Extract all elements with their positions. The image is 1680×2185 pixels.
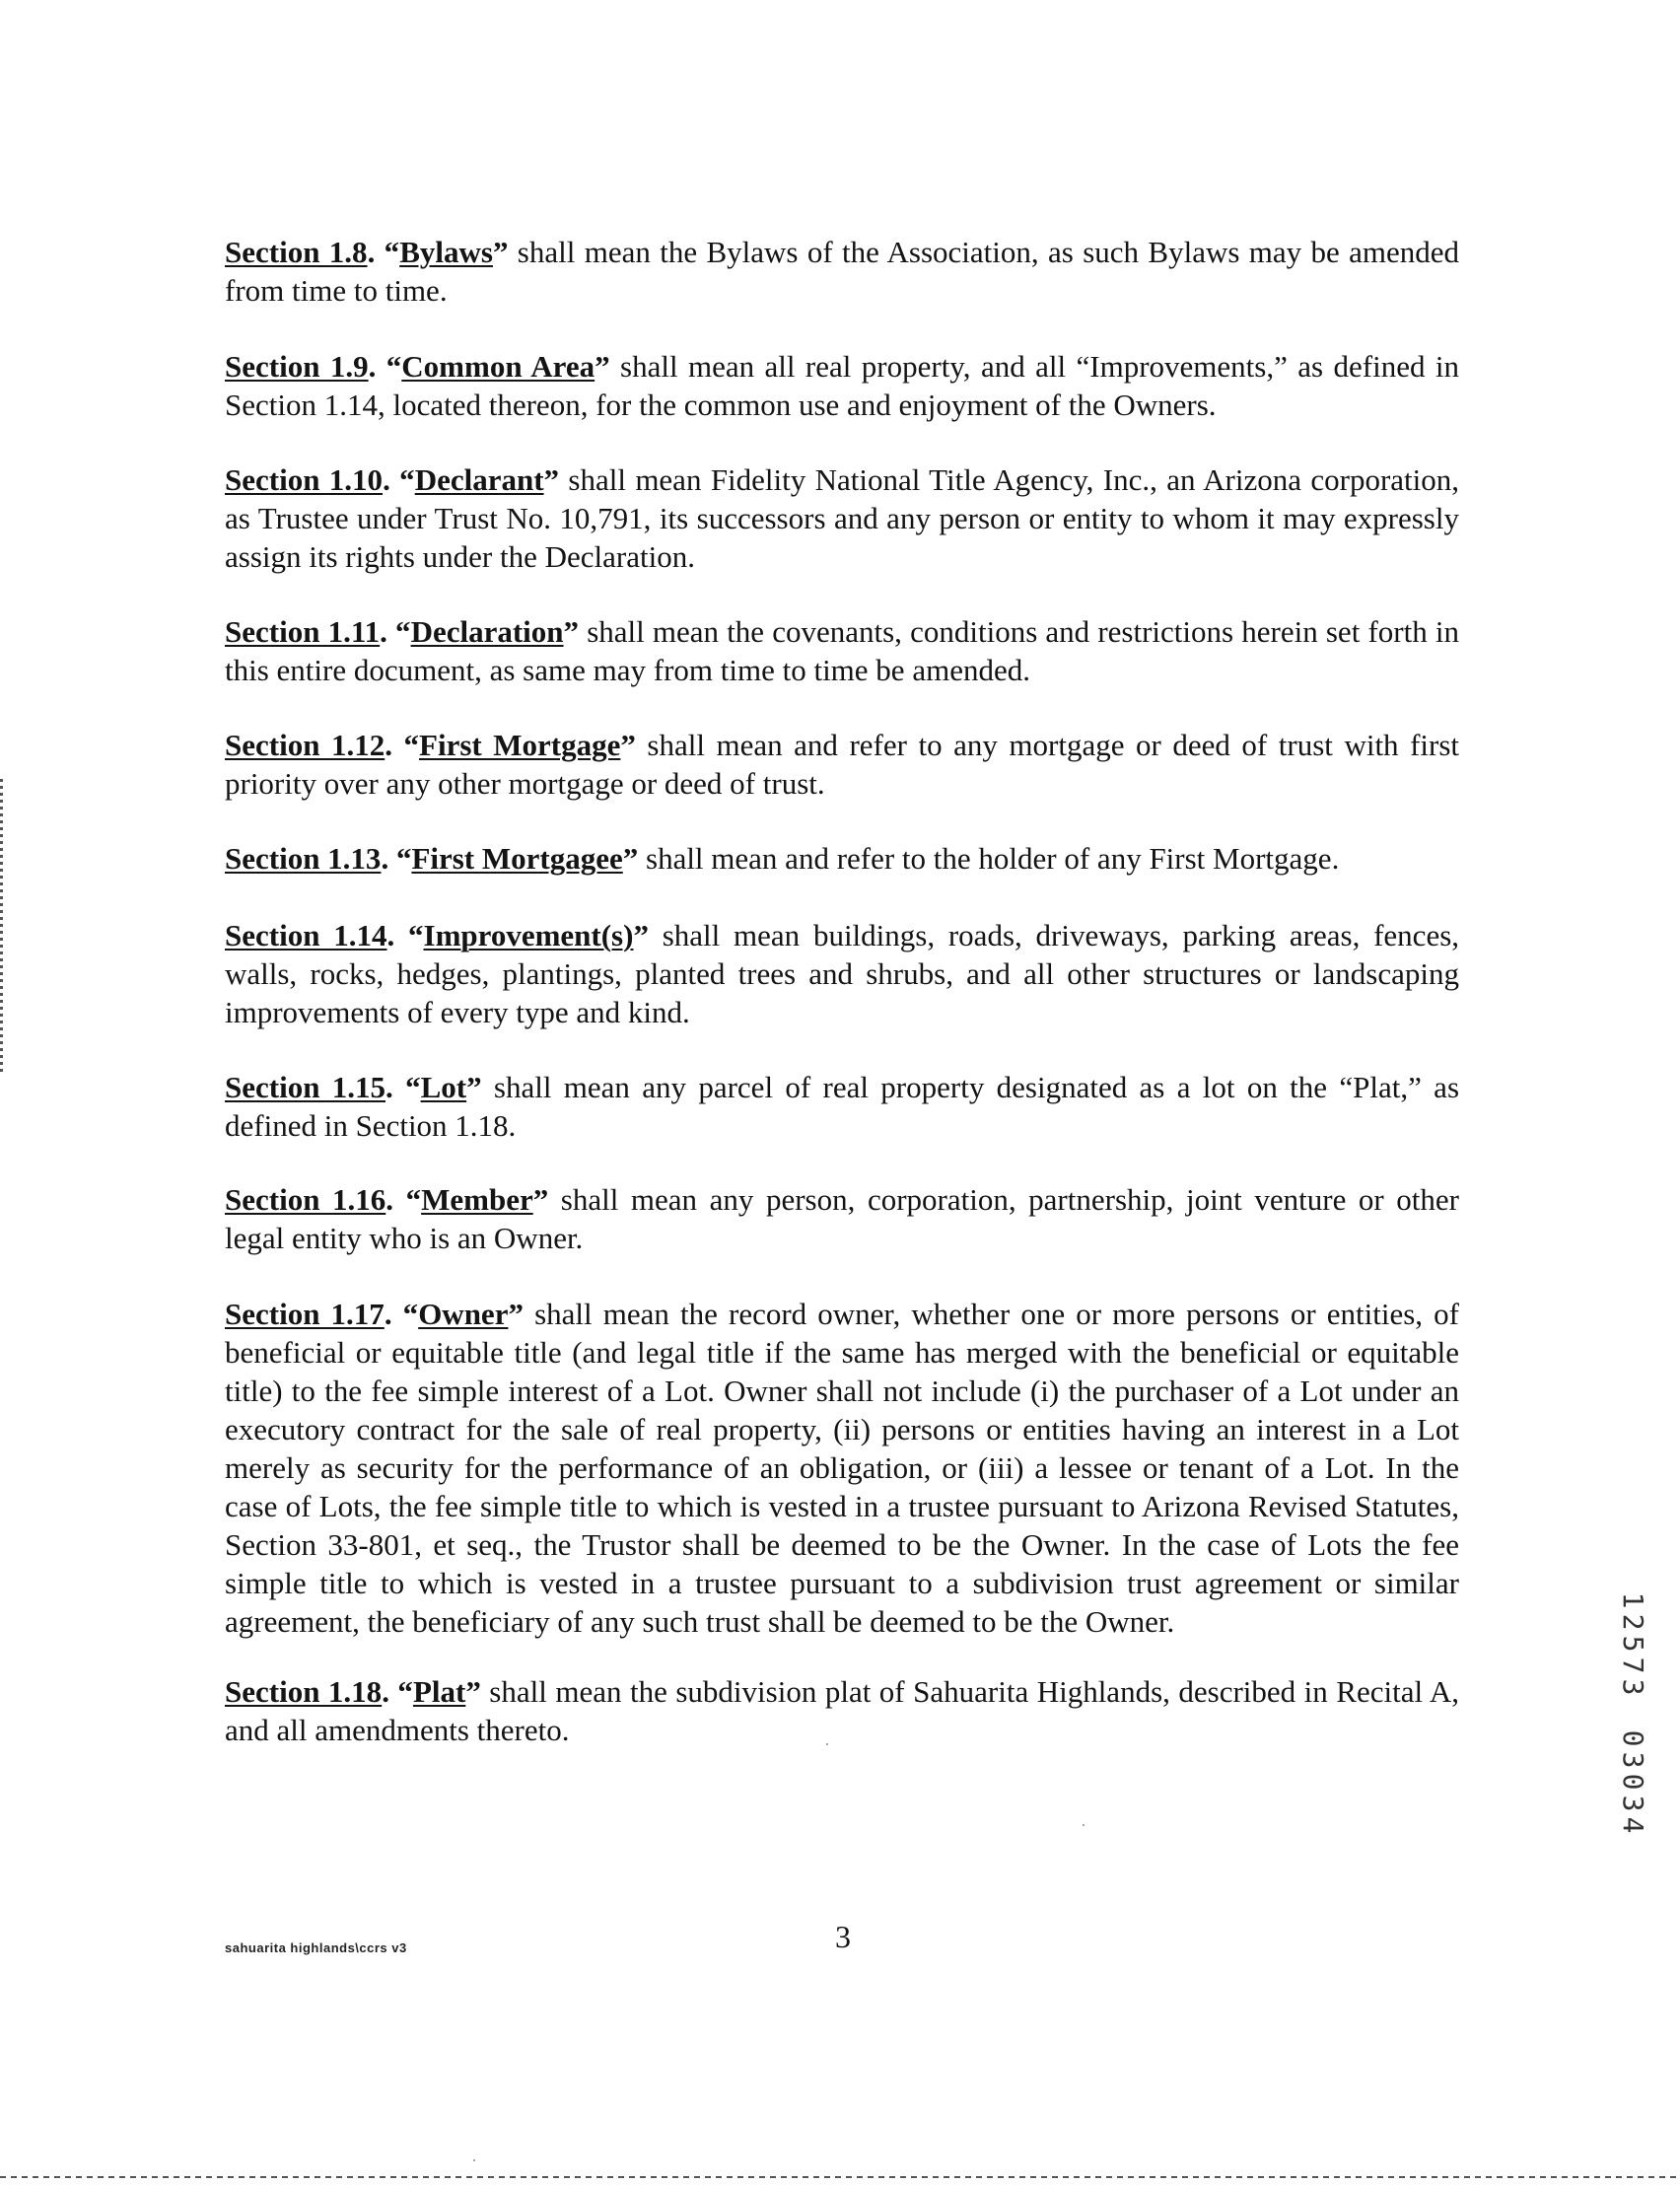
section-text: shall mean buildings, roads, driveways, parking areas, fences, walls, rocks, hedges, plantings, planted trees and shrubs, and all other structures or landscaping improvements of every type and kind. [225, 918, 1460, 1029]
section-label: Section 1.8 [225, 235, 368, 269]
section-text: shall mean the record owner, whether one or more persons or entities, of beneficial or equitable title (and legal title if the same has merged with the beneficial or equitable title) to the fee simple interest of a Lot. Owner shall not include (i) the purchaser of a Lot under an executory contract for the sale of real property, (ii) persons or entities having an interest in a Lot merely as security for the performance of an obligation, or (iii) a lessee or tenant of a Lot. In the case of Lots, the fee simple title to which is vested in a trustee pursuant to Arizona Revised Statutes, Section 33-801, et seq., the Trustor shall be deemed to be the Owner. In the case of Lots the fee simple title to which is vested in a trustee pursuant to a subdivision trust agreement or similar agreement, the beneficiary of any such trust shall be deemed to be the Owner. [225, 1297, 1459, 1639]
section-text: shall mean Fidelity National Title Agency, Inc., an Arizona corporation, as Trustee under Trust No. 10,791, its successors and any person or entity to whom it may expressly assign its rights under the Declaration. [225, 462, 1460, 574]
section-1-8: Section 1.8. “Bylaws” shall mean the Bylaws of the Association, as such Bylaws may be amended from time to time. [225, 235, 1460, 308]
defined-term: Declaration [410, 614, 564, 649]
defined-term: First Mortgagee [411, 841, 623, 876]
scan-speck [1083, 1824, 1085, 1826]
section-1-10: Section 1.10. “Declarant” shall mean Fidelity National Title Agency, Inc., an Arizona corporation, as Trustee under Trust No. 10,791, its successors and any person or entity to whom it may expressly assign its rights under the Declaration. [225, 462, 1460, 574]
defined-term: Owner [418, 1297, 509, 1331]
section-label: Section 1.13 [225, 841, 382, 876]
stamp-digit: 3 [1617, 1751, 1649, 1769]
section-text: shall mean all real property, and all “Improvements,” as defined in Section 1.14, located thereon, for the common use and enjoyment of the Owners. [225, 349, 1459, 422]
scan-edge-marks [0, 779, 3, 1075]
section-text: shall mean the Bylaws of the Association, as such Bylaws may be amended from time to time. [225, 235, 1460, 308]
section-label: Section 1.18 [225, 1674, 383, 1709]
stamp-digit: 0 [1617, 1729, 1649, 1747]
section-1-18: Section 1.18. “Plat” shall mean the subdivision plat of Sahuarita Highlands, described in Recital A, and all amendments thereto. [225, 1674, 1459, 1747]
section-1-12: Section 1.12. “First Mortgage” shall mean and refer to any mortgage or deed of trust with first priority over any other mortgage or deed of trust. [225, 728, 1460, 801]
defined-term: Declarant [414, 462, 544, 497]
defined-term: Bylaws [399, 235, 493, 269]
section-label: Section 1.12 [225, 728, 385, 762]
section-1-15: Section 1.15. “Lot” shall mean any parcel of real property designated as a lot on the “Plat,” as defined in Section 1.18. [225, 1070, 1460, 1143]
scan-speck [473, 2159, 475, 2161]
defined-term: Improvement(s) [423, 918, 634, 952]
section-1-17: Section 1.17. “Owner” shall mean the record owner, whether one or more persons or entities, of beneficial or equitable title (and legal title if the same has merged with the beneficial or equitable title) to the fee simple interest of a Lot. Owner shall not include (i) the purchaser of a Lot under an executory contract for the sale of real property, (ii) persons or entities having an interest in a Lot merely as security for the performance of an obligation, or (iii) a lessee or tenant of a Lot. In the case of Lots, the fee simple title to which is vested in a trustee pursuant to Arizona Revised Statutes, Section 33-801, et seq., the Trustor shall be deemed to be the Owner. In the case of Lots the fee simple title to which is vested in a trustee pursuant to a subdivision trust agreement or similar agreement, the beneficiary of any such trust shall be deemed to be the Owner. [225, 1297, 1459, 1639]
page-number: 3 [835, 1919, 851, 1954]
footer-file-path: sahuarita highlands\ccrs v3 [225, 1940, 407, 1955]
stamp-digit: 3 [1617, 1795, 1649, 1812]
section-text: shall mean any parcel of real property designated as a lot on the “Plat,” as defined in Section 1.18. [225, 1070, 1460, 1143]
scan-bottom-edge [0, 2176, 1680, 2178]
section-text: shall mean and refer to any mortgage or deed of trust with first priority over any other mortgage or deed of trust. [225, 728, 1460, 801]
stamp-digit: 0 [1617, 1773, 1649, 1791]
section-text: shall mean the subdivision plat of Sahuarita Highlands, described in Recital A, and all amendments thereto. [225, 1674, 1459, 1747]
defined-term: Common Area [401, 349, 595, 384]
section-1-16: Section 1.16. “Member” shall mean any person, corporation, partnership, joint venture or other legal entity who is an Owner. [225, 1182, 1460, 1255]
section-label: Section 1.11 [225, 614, 381, 649]
recording-stamp-line-2 [1617, 1727, 1649, 1836]
stamp-digit: 1 [1617, 1591, 1649, 1609]
stamp-digit: 5 [1617, 1635, 1649, 1653]
section-text: shall mean any person, corporation, partnership, joint venture or other legal entity who is an Owner. [225, 1182, 1460, 1255]
section-label: Section 1.9 [225, 349, 369, 384]
section-label: Section 1.15 [225, 1070, 386, 1104]
defined-term: Plat [412, 1674, 466, 1709]
section-label: Section 1.17 [225, 1297, 385, 1331]
recording-stamp-line-1 [1617, 1589, 1649, 1698]
section-1-13: Section 1.13. “First Mortgagee” shall mean and refer to the holder of any First Mortgage. [225, 841, 1340, 876]
section-text: shall mean the covenants, conditions and restrictions herein set forth in this entire document, as same may from time to time be amended. [225, 614, 1460, 687]
section-1-14: Section 1.14. “Improvement(s)” shall mean buildings, roads, driveways, parking areas, fences, walls, rocks, hedges, plantings, planted trees and shrubs, and all other structures or landscaping improvements of every type and kind. [225, 918, 1460, 1029]
stamp-digit: 3 [1617, 1678, 1649, 1696]
section-1-11: Section 1.11. “Declaration” shall mean the covenants, conditions and restrictions herein set forth in this entire document, as same may from time to time be amended. [225, 614, 1460, 687]
defined-term: Lot [420, 1070, 467, 1104]
defined-term: First Mortgage [419, 728, 621, 762]
defined-term: Member [421, 1182, 533, 1217]
section-label: Section 1.10 [225, 462, 384, 497]
stamp-digit: 7 [1617, 1656, 1649, 1674]
section-text: shall mean and refer to the holder of any First Mortgage. [638, 841, 1340, 876]
stamp-digit: 2 [1617, 1613, 1649, 1631]
section-label: Section 1.16 [225, 1182, 386, 1217]
scan-speck [826, 1743, 828, 1745]
section-1-9: Section 1.9. “Common Area” shall mean all real property, and all “Improvements,” as defined in Section 1.14, located thereon, for the common use and enjoyment of the Owners. [225, 349, 1459, 422]
stamp-digit: 4 [1617, 1816, 1649, 1834]
section-label: Section 1.14 [225, 918, 387, 952]
